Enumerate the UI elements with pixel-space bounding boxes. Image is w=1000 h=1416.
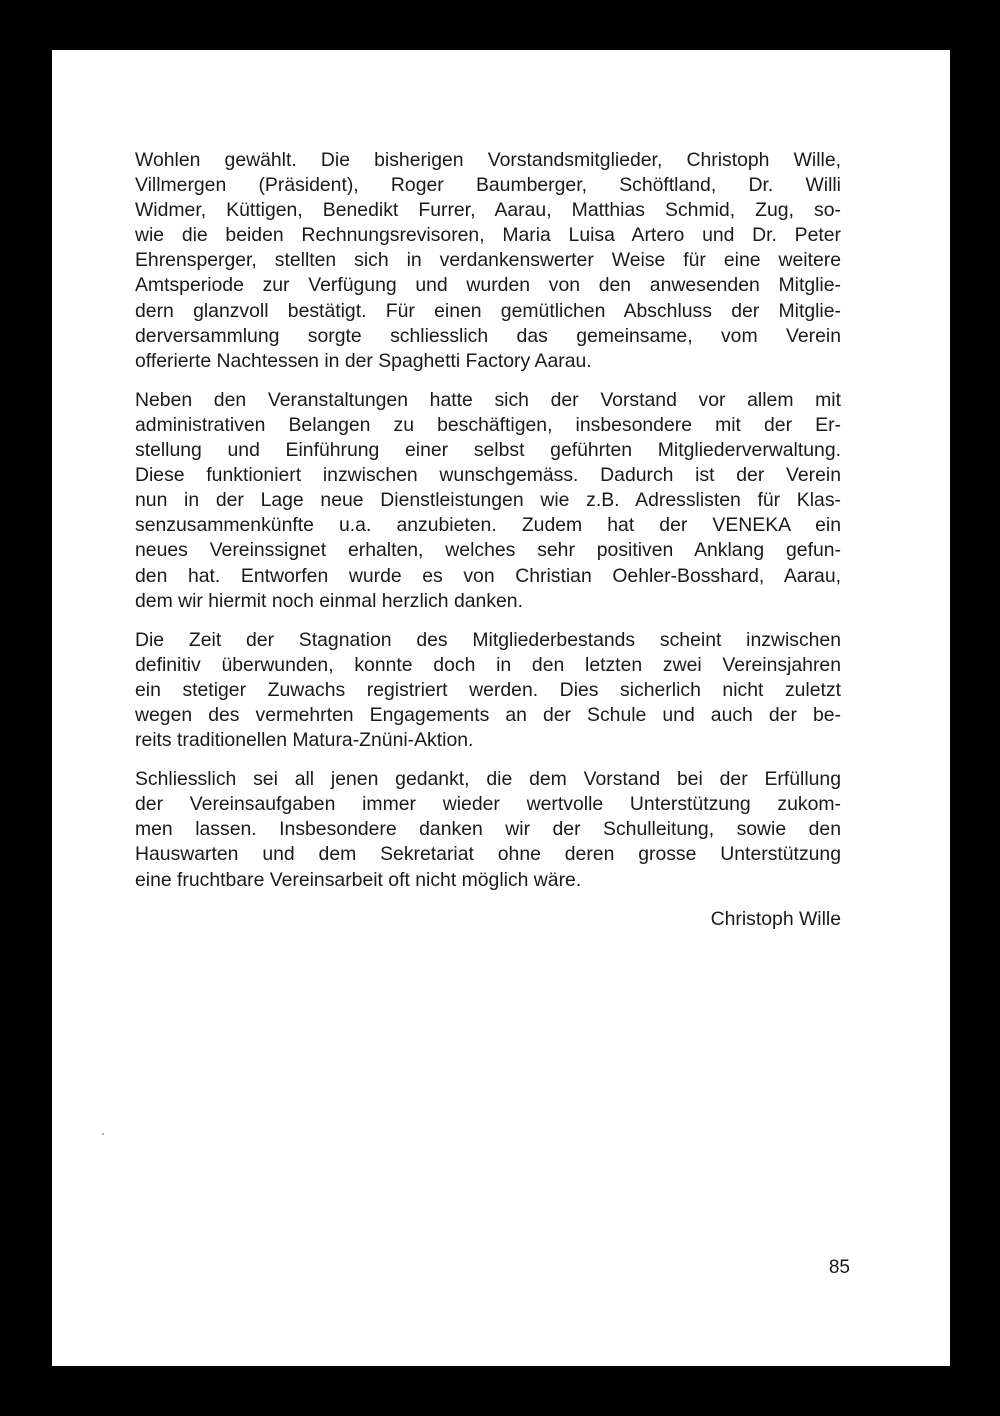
document-page bbox=[52, 50, 950, 1366]
text-line: stellung und Einführung einer selbst geführten Mitgliederverwaltung. bbox=[135, 439, 841, 462]
text-line: administrativen Belangen zu beschäftigen, insbesondere mit der Er- bbox=[135, 413, 841, 436]
paragraph-2 bbox=[135, 388, 841, 614]
text-line: eine fruchtbare Vereinsarbeit oft nicht möglich wäre. bbox=[135, 868, 582, 891]
text-line: der Vereinsaufgaben immer wieder wertvolle Unterstützung zukom- bbox=[135, 793, 841, 816]
text-line: senzusammenkünfte u.a. anzubieten. Zudem hat der VENEKA ein bbox=[135, 514, 841, 537]
text-line: Wohlen gewählt. Die bisherigen Vorstandsmitglieder, Christoph Wille, bbox=[135, 149, 841, 171]
page-number: 85 bbox=[828, 1257, 850, 1278]
scan-speck bbox=[102, 1133, 104, 1135]
text-line: definitiv überwunden, konnte doch in den letzten zwei Vereinsjahren bbox=[135, 653, 841, 676]
paragraph-3 bbox=[135, 628, 841, 753]
text-line: Widmer, Küttigen, Benedikt Furrer, Aarau, Matthias Schmid, Zug, so- bbox=[135, 199, 841, 222]
text-line: Villmergen (Präsident), Roger Baumberger, Schöftland, Dr. Willi bbox=[135, 174, 841, 197]
text-line: den hat. Entworfen wurde es von Christian Oehler-Bosshard, Aarau, bbox=[135, 564, 841, 587]
text-line: nun in der Lage neue Dienstleistungen wie z.B. Adresslisten für Klas- bbox=[135, 489, 841, 512]
text-line: reits traditionellen Matura-Znüni-Aktion. bbox=[135, 729, 474, 752]
paragraph-1 bbox=[135, 148, 841, 374]
text-line: dem wir hiermit noch einmal herzlich danken. bbox=[135, 589, 523, 612]
text-line: ein stetiger Zuwachs registriert werden. Dies sicherlich nicht zuletzt bbox=[135, 678, 841, 701]
text-line: wegen des vermehrten Engagements an der Schule und auch der be- bbox=[135, 703, 841, 726]
text-line: Diese funktioniert inzwischen wunschgemäss. Dadurch ist der Verein bbox=[135, 464, 841, 487]
text-line: Die Zeit der Stagnation des Mitgliederbestands scheint inzwischen bbox=[135, 628, 841, 651]
text-line: Hauswarten und dem Sekretariat ohne deren grosse Unterstützung bbox=[135, 843, 841, 866]
body-text bbox=[135, 148, 841, 932]
text-line: neues Vereinssignet erhalten, welches sehr positiven Anklang gefun- bbox=[135, 539, 841, 562]
text-line: Neben den Veranstaltungen hatte sich der Vorstand vor allem mit bbox=[135, 388, 841, 411]
text-line: Schliesslich sei all jenen gedankt, die dem Vorstand bei der Erfüllung bbox=[135, 768, 841, 791]
text-line: Amtsperiode zur Verfügung und wurden von den anwesenden Mitglie- bbox=[135, 274, 841, 297]
signature: Christoph Wille bbox=[710, 907, 841, 930]
text-line: offerierte Nachtessen in der Spaghetti Factory Aarau. bbox=[135, 349, 592, 372]
text-line: dern glanzvoll bestätigt. Für einen gemütlichen Abschluss der Mitglie- bbox=[135, 299, 841, 322]
text-line: Ehrensperger, stellten sich in verdankenswerter Weise für eine weitere bbox=[135, 249, 841, 272]
text-line: derversammlung sorgte schliesslich das gemeinsame, vom Verein bbox=[135, 324, 841, 347]
text-line: men lassen. Insbesondere danken wir der Schulleitung, sowie den bbox=[135, 818, 841, 841]
paragraph-4 bbox=[135, 767, 841, 892]
text-line: wie die beiden Rechnungsrevisoren, Maria Luisa Artero und Dr. Peter bbox=[135, 224, 841, 247]
